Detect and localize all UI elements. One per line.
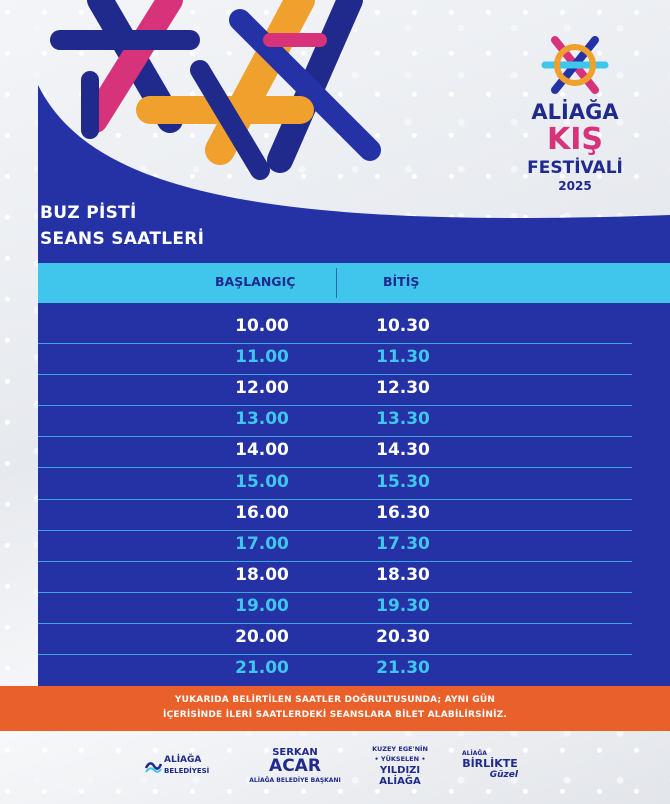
end-time-cell: 10.30 [376,316,430,336]
star-line-3: YILDIZI [379,765,421,776]
start-time-cell: 10.00 [235,316,289,336]
start-time-cell: 19.00 [235,595,289,616]
mayor-first-name: SERKAN [272,747,318,758]
row-divider [38,405,632,406]
logo-year-text: 2025 [558,179,592,193]
logo-kis-text: KIŞ [546,122,603,157]
aliaga-logo-name: ALİAĞA [164,755,202,765]
aliaga-logo-sub: BELEDİYESİ [164,767,210,775]
yukselen-yildiz-logo [360,745,440,787]
start-time-cell: 12.00 [235,378,289,399]
row-divider [38,499,632,500]
start-time-cell: 15.00 [235,471,289,492]
star-line-4: ALİAĞA [379,776,421,787]
star-line-2: • YÜKSELEN • [374,755,426,763]
end-time-cell: 16.30 [376,502,430,523]
start-time-cell: 20.00 [235,627,289,647]
page-title: BUZ PİSTİ [40,203,137,223]
end-time-cell: 14.30 [376,440,430,461]
end-time-cell: 18.30 [376,564,430,585]
mayor-last-name: ACAR [269,756,321,776]
row-divider [38,467,632,468]
mayor-title: ALİAĞA BELEDİYE BAŞKANI [249,777,341,784]
end-time-cell: 17.30 [376,533,430,554]
start-time-cell: 17.00 [235,533,289,554]
column-header-start: BAŞLANGIÇ [215,274,296,289]
end-time-cell: 15.30 [376,471,430,492]
row-divider [38,623,632,624]
end-time-cell: 19.30 [376,595,430,616]
row-divider [38,530,632,531]
snowflake-logo-icon [510,30,640,100]
logo-festivali-text: FESTİVALİ [527,158,623,178]
row-divider [38,343,632,344]
birlikte-guzel-logo [450,750,530,780]
birlikte-line-3: Güzel [489,770,518,780]
row-divider [38,436,632,437]
star-line-1: KUZEY EGE'NİN [372,745,428,753]
start-time-cell: 18.00 [235,564,289,585]
end-time-cell: 20.30 [376,627,430,647]
wave-logo-icon [144,756,162,774]
end-time-cell: 21.30 [376,658,430,679]
row-divider [38,374,632,375]
note-banner [0,686,670,731]
row-divider [38,654,632,655]
start-time-cell: 13.00 [235,409,289,430]
start-time-cell: 11.00 [235,347,289,368]
festival-logo [510,30,640,200]
birlikte-line-1: ALİAĞA [462,750,487,757]
column-header-end: BİTİŞ [383,274,420,289]
birlikte-line-2: BİRLİKTE [462,757,518,770]
end-time-cell: 13.30 [376,409,430,430]
table-header [38,263,670,303]
row-divider [38,592,632,593]
note-line-2: İÇERİSİNDE İLERİ SAATLERDEKİ SEANSLARA BİLET ALABİLİRSİNİZ. [163,710,507,720]
note-line-1: YUKARIDA BELİRTİLEN SAATLER DOĞRULTUSUNDA; AYNI GÜN [174,695,496,705]
start-time-cell: 14.00 [235,440,289,461]
row-divider [38,561,632,562]
page-subtitle: SEANS SAATLERİ [40,229,205,249]
end-time-cell: 12.30 [376,378,430,399]
column-divider [336,268,337,298]
start-time-cell: 21.00 [235,658,289,679]
logo-aliaga-text: ALİAĞA [531,100,619,124]
end-time-cell: 11.30 [376,347,430,368]
mayor-logo [245,747,345,784]
start-time-cell: 16.00 [235,502,289,523]
